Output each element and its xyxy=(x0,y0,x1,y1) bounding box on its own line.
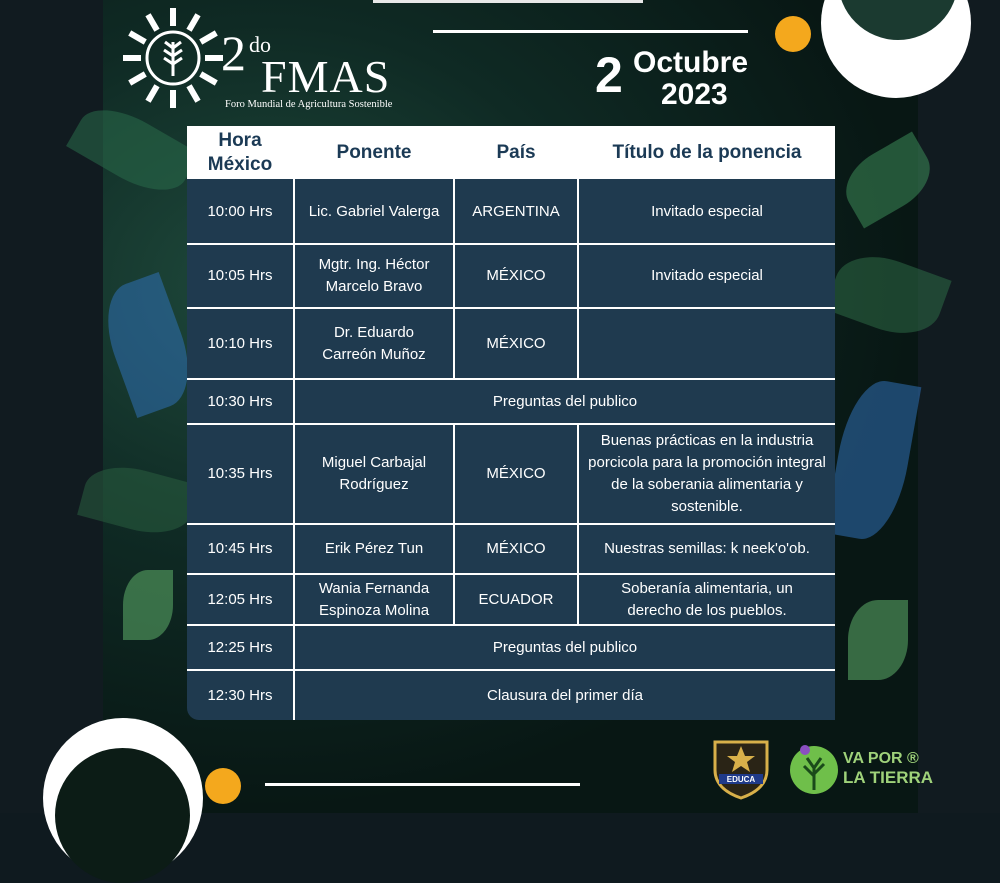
right-margin xyxy=(918,0,1000,813)
row-5-country: MÉXICO xyxy=(486,465,546,482)
corner-arc-cutout xyxy=(55,748,190,883)
fmas-logo xyxy=(121,6,391,110)
row-7-time: 12:05 Hrs xyxy=(207,590,273,608)
row-5-time: 10:35 Hrs xyxy=(207,465,273,482)
row-8-time: 12:25 Hrs xyxy=(207,638,273,656)
row-6-speaker: Erik Pérez Tun xyxy=(324,540,424,557)
brand-text-line2: LA TIERRA xyxy=(843,768,934,787)
row-6-country: MÉXICO xyxy=(486,540,546,557)
event-poster xyxy=(103,0,934,813)
educa-badge-text: EDUCA xyxy=(726,775,756,784)
row-7-country: ECUADOR xyxy=(478,590,554,608)
row-2-speaker: Mgtr. Ing. Héctor Marcelo Bravo xyxy=(318,256,430,295)
header-title: Título de la ponencia xyxy=(612,141,802,163)
row-1-time: 10:00 Hrs xyxy=(207,203,273,220)
sun-wheat-icon xyxy=(121,6,225,110)
row-5-title: Buenas prácticas en la industria porcicola para la promoción integral de la soberania alimentaria y sostenible. xyxy=(588,432,826,515)
logo-acronym: FMAS xyxy=(261,51,391,102)
row-4-merged-cell: Preguntas del publico xyxy=(295,380,835,423)
registered-mark: ® xyxy=(907,750,919,767)
row-1-speaker: Lic. Gabriel Valerga xyxy=(308,203,440,220)
row-3-title xyxy=(579,309,835,378)
date-day: 2 xyxy=(595,47,623,103)
educa-shield-logo xyxy=(709,736,773,800)
orange-dot-decoration xyxy=(775,16,811,52)
bottom-divider-line xyxy=(265,783,580,786)
schedule-table xyxy=(187,126,835,720)
row-2-title: Invitado especial xyxy=(651,267,763,284)
row-9-time: 12:30 Hrs xyxy=(207,686,273,704)
row-2-country: MÉXICO xyxy=(486,267,546,284)
row-2-time: 10:05 Hrs xyxy=(207,267,273,284)
row-3-speaker: Dr. Eduardo Carreón Muñoz xyxy=(322,323,426,363)
brand-text-line1: VA POR ® xyxy=(843,750,919,767)
row-6-title: Nuestras semillas: k neek'o'ob. xyxy=(604,540,810,557)
header-speaker: Ponente xyxy=(336,141,412,163)
leaf-decoration xyxy=(848,600,908,680)
orange-dot-decoration xyxy=(205,768,241,804)
top-edge-line xyxy=(373,0,643,3)
header-time: Hora México xyxy=(207,129,273,175)
row-4-time: 10:30 Hrs xyxy=(207,392,273,410)
tree-icon xyxy=(787,740,841,796)
row-9-merged-cell: Clausura del primer día xyxy=(295,671,835,720)
date-month: Octubre xyxy=(633,46,749,79)
row-6-time: 10:45 Hrs xyxy=(207,540,273,557)
row-8-merged-cell: Preguntas del publico xyxy=(295,626,835,669)
row-3-time: 10:10 Hrs xyxy=(207,334,273,352)
row-1-country: ARGENTINA xyxy=(472,203,560,220)
header-country: País xyxy=(496,141,536,163)
logo-ordinal-suffix: do xyxy=(249,32,271,57)
leaf-decoration xyxy=(123,570,173,640)
row-7-speaker: Wania Fernanda Espinoza Molina xyxy=(318,579,430,619)
date-year: 2023 xyxy=(661,78,728,111)
logo-ordinal-number: 2 xyxy=(221,25,246,81)
leaf-decoration xyxy=(825,375,922,545)
row-1-title: Invitado especial xyxy=(651,203,763,220)
top-divider-line xyxy=(433,30,748,33)
logo-subtitle: Foro Mundial de Agricultura Sostenible xyxy=(225,99,393,110)
row-5-speaker: Miguel Carbajal Rodríguez xyxy=(321,454,427,493)
row-7-title: Soberanía alimentaria, un derecho de los pueblos. xyxy=(621,579,793,619)
row-3-country: MÉXICO xyxy=(486,334,546,352)
